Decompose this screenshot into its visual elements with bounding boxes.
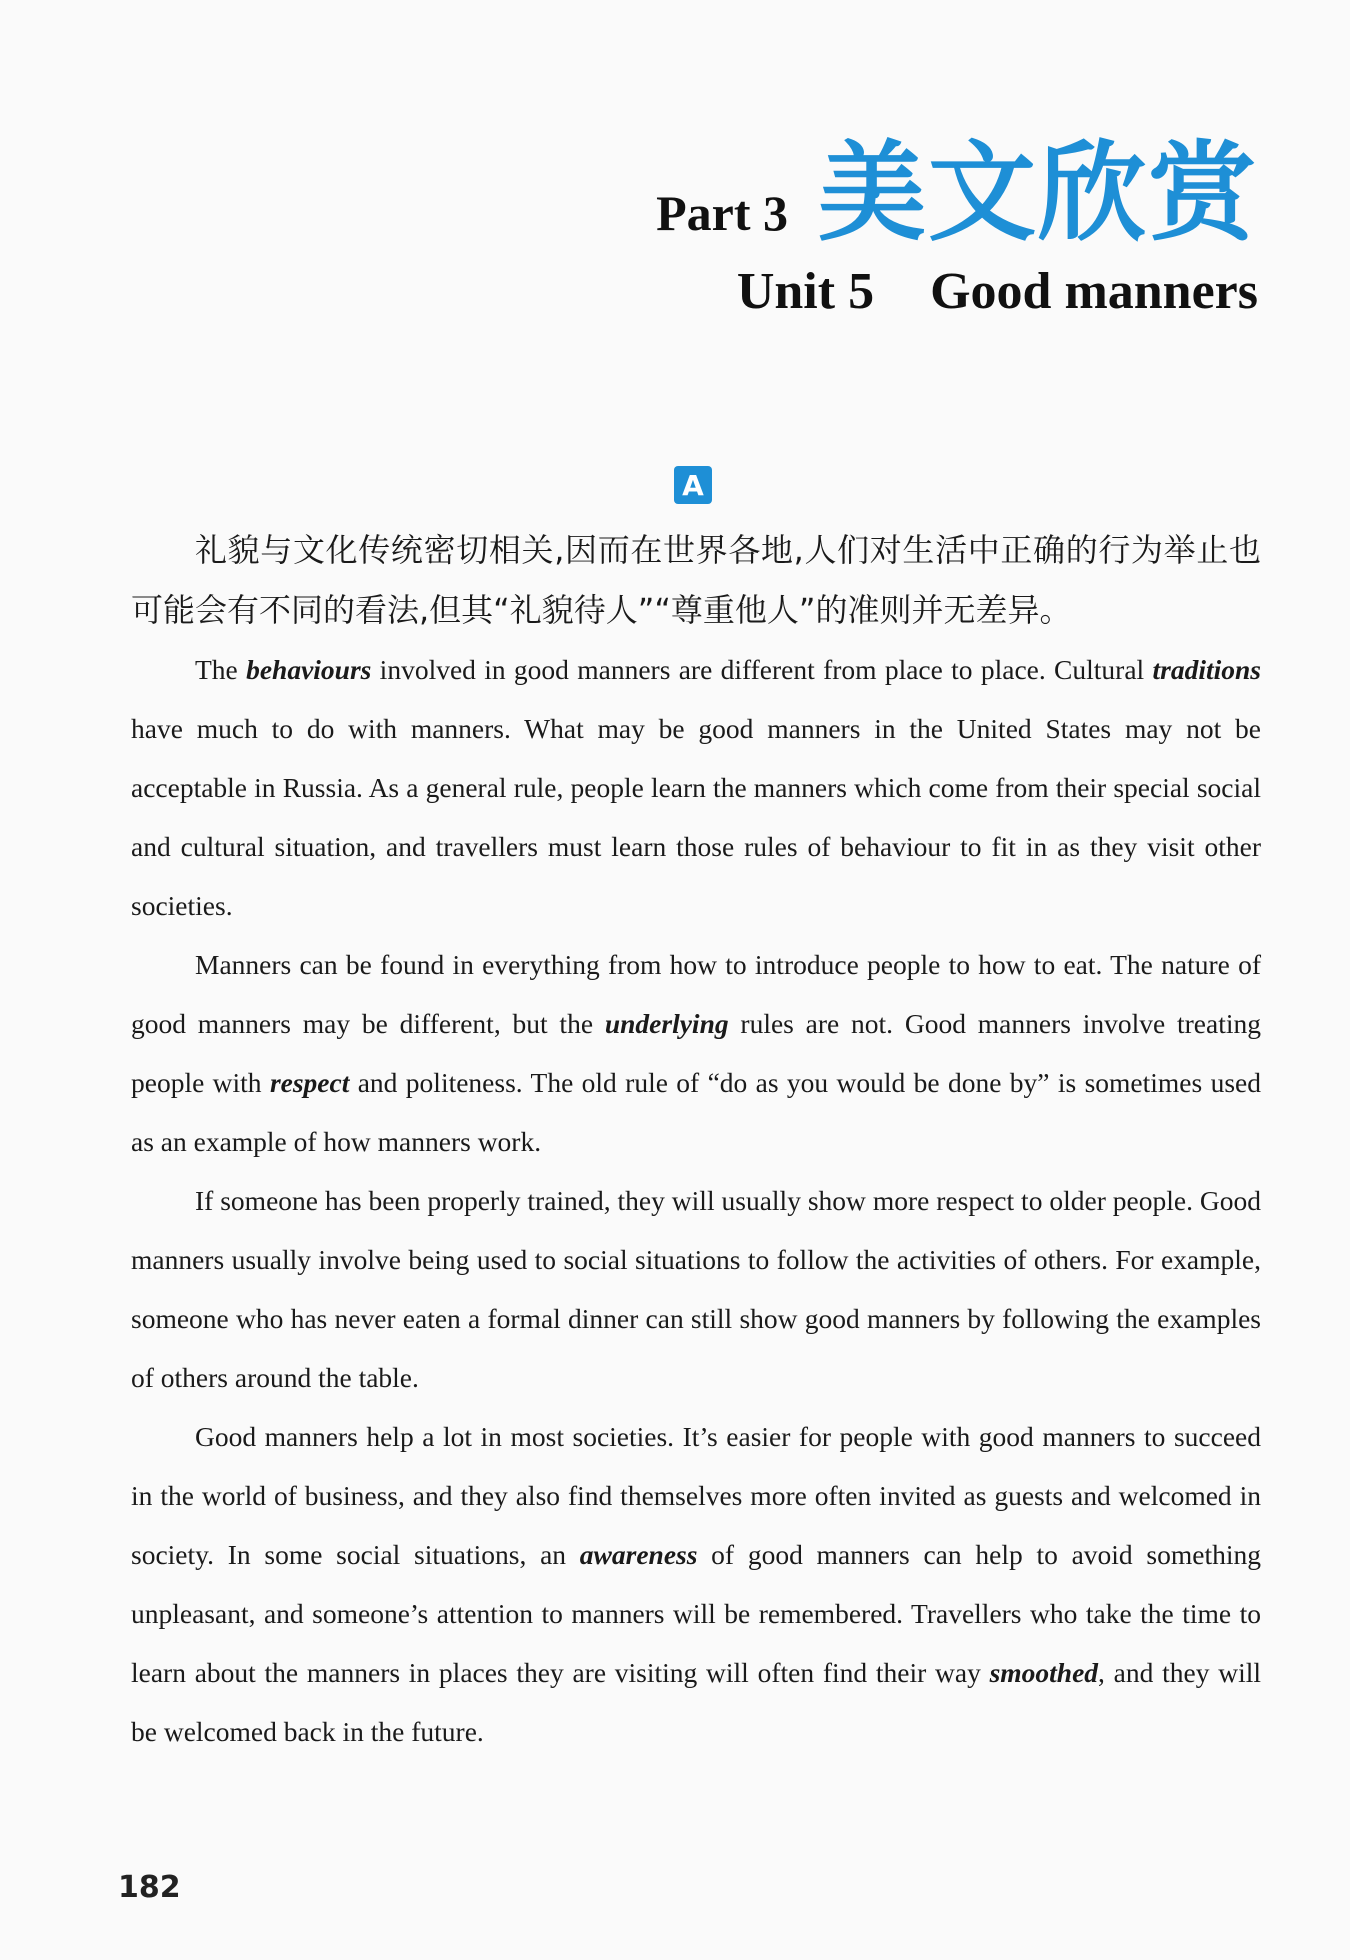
- paragraph-text: involved in good manners are different from place to place. Cultural: [371, 654, 1153, 685]
- vocab-word: respect: [269, 1067, 350, 1098]
- unit-label: Unit 5: [736, 263, 875, 320]
- passage-badge: A: [674, 466, 712, 504]
- part-header: [656, 131, 1258, 256]
- paragraph: [131, 935, 1261, 1171]
- paragraph: [131, 1171, 1261, 1407]
- chinese-intro: 礼貌与文化传统密切相关,因而在世界各地,人们对生活中正确的行为举止也可能会有不同的看法,但其“礼貌待人”“尊重他人”的准则并无差异。: [131, 531, 1261, 629]
- part-label: Part 3: [656, 185, 788, 241]
- section-title: 美文欣赏: [817, 131, 1258, 256]
- paragraph-text: of good manners can help to avoid something unpleasant, and someone’s attention to manners will be remembered. Travellers who take the time to learn about the manners in places they are visiting will often find their way: [131, 1539, 1261, 1688]
- paragraph-text: The: [195, 654, 247, 685]
- unit-title: Good manners: [930, 263, 1258, 320]
- paragraph-text: If someone has been properly trained, they will usually show more respect to older people. Good manners usually involve being used to social situations to follow the activities of others. For example, someone who has never eaten a formal dinner can still show good manners by following the examples of others around the table.: [131, 1185, 1261, 1393]
- vocab-word: smoothed: [989, 1657, 1099, 1688]
- paragraph-text: Manners can be found in everything from how to introduce people to how to eat. The nature of good manners may be different, but the: [131, 949, 1261, 1039]
- english-paragraphs: [131, 640, 1261, 1761]
- passage-body: [131, 520, 1261, 1761]
- vocab-word: behaviours: [246, 654, 372, 685]
- vocab-word: traditions: [1152, 654, 1262, 685]
- paragraph: [131, 640, 1261, 935]
- paragraph-text: , and they will be welcomed back in the future.: [131, 1657, 1261, 1747]
- paragraph-text: Good manners help a lot in most societies. It’s easier for people with good manners to succeed in the world of business, and they also find themselves more often invited as guests and welcomed in society. In some social situations, an: [131, 1421, 1261, 1570]
- paragraph-text: rules are not. Good manners involve treating people with: [131, 1008, 1261, 1098]
- vocab-word: awareness: [579, 1539, 698, 1570]
- paragraph-text: have much to do with manners. What may be good manners in the United States may not be acceptable in Russia. As a general rule, people learn the manners which come from their special social and cultural situation, and travellers must learn those rules of behaviour to fit in as they visit other societies.: [131, 713, 1261, 921]
- unit-header: [737, 262, 1258, 321]
- paragraph-text: and politeness. The old rule of “do as you would be done by” is sometimes used as an example of how manners work.: [131, 1067, 1261, 1157]
- paragraph: [131, 1407, 1261, 1761]
- vocab-word: underlying: [604, 1008, 729, 1039]
- page-number: 182: [118, 1870, 181, 1905]
